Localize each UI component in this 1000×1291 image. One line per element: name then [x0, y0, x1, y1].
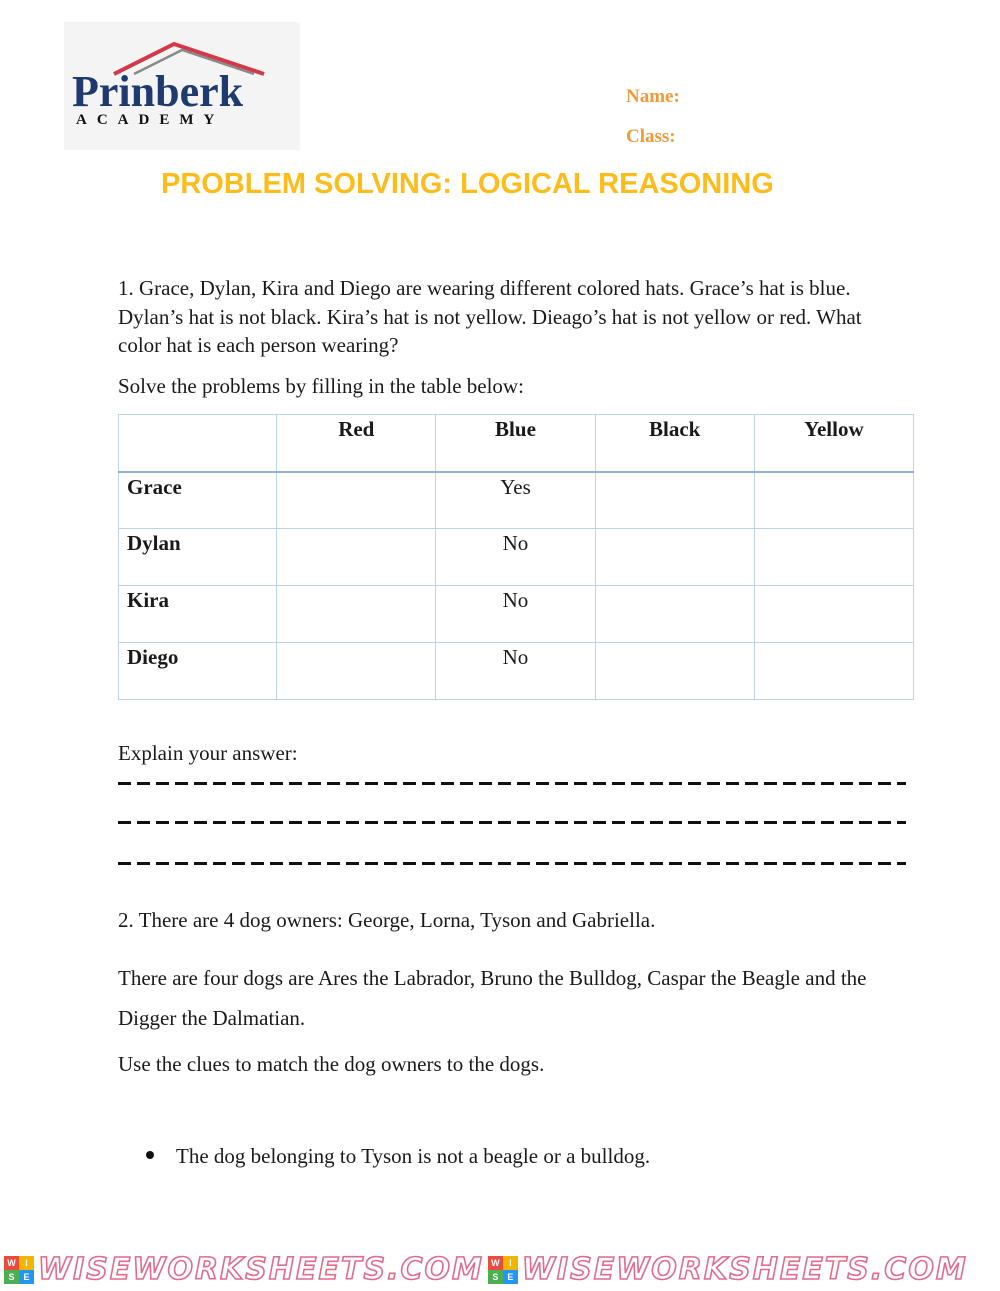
clue-list-item	[146, 1144, 650, 1169]
row-name-grace: Grace	[119, 472, 277, 529]
footer-watermark	[0, 1252, 1000, 1288]
table-row	[119, 472, 914, 529]
answer-line[interactable]	[118, 782, 906, 785]
answer-cell[interactable]: No	[436, 529, 595, 586]
question-2-dogs: There are four dogs are Ares the Labrador, Bruno the Bulldog, Caspar the Beagle and the Digger the Dalmatian.	[118, 966, 867, 1030]
watermark-text: WISEWORKSHEETS.COM	[521, 1252, 968, 1287]
hat-color-table	[118, 414, 914, 700]
watermark-group	[484, 1252, 968, 1288]
question-1-instruction: Solve the problems by filling in the table below:	[118, 374, 524, 398]
answer-line[interactable]	[118, 862, 906, 865]
answer-cell[interactable]	[754, 472, 913, 529]
logo-subtitle-text: ACADEMY	[76, 112, 225, 128]
answer-cell[interactable]: No	[436, 643, 595, 700]
answer-cell[interactable]: No	[436, 586, 595, 643]
answer-cell[interactable]	[754, 643, 913, 700]
question-1-text: 1. Grace, Dylan, Kira and Diego are wearing different colored hats. Grace’s hat is blue. Dylan’s hat is not black. Kira’s hat is not yellow. Dieago’s hat is not yellow or red. What color hat is each person wearing?	[118, 276, 862, 357]
class-label: Class:	[626, 126, 676, 147]
watermark-group	[0, 1252, 484, 1288]
question-2-instruction: Use the clues to match the dog owners to the dogs.	[118, 1052, 545, 1076]
bullet-icon	[146, 1151, 154, 1159]
watermark-text: WISEWORKSHEETS.COM	[38, 1252, 484, 1287]
academy-logo	[64, 22, 300, 150]
wise-badge-icon: W I S E	[488, 1256, 518, 1284]
wise-badge-icon: W I S E	[4, 1256, 34, 1284]
answer-cell[interactable]	[277, 643, 436, 700]
row-name-kira: Kira	[119, 586, 277, 643]
column-header-black: Black	[595, 415, 754, 472]
answer-cell[interactable]	[595, 586, 754, 643]
table-row	[119, 643, 914, 700]
answer-cell[interactable]	[595, 643, 754, 700]
worksheet-title: PROBLEM SOLVING: LOGICAL REASONING	[161, 168, 774, 200]
column-header-yellow: Yellow	[754, 415, 913, 472]
clue-text: The dog belonging to Tyson is not a beagle or a bulldog.	[176, 1144, 651, 1168]
answer-cell[interactable]	[277, 586, 436, 643]
answer-cell[interactable]	[595, 472, 754, 529]
column-header	[119, 415, 277, 472]
column-header-red: Red	[277, 415, 436, 472]
name-label: Name:	[626, 86, 680, 107]
answer-cell[interactable]: Yes	[436, 472, 595, 529]
column-header-blue: Blue	[436, 415, 595, 472]
answer-cell[interactable]	[277, 472, 436, 529]
row-name-dylan: Dylan	[119, 529, 277, 586]
question-2-intro: 2. There are 4 dog owners: George, Lorna, Tyson and Gabriella.	[118, 908, 656, 932]
table-header-row	[119, 415, 914, 472]
answer-line[interactable]	[118, 821, 906, 824]
table-row	[119, 529, 914, 586]
answer-cell[interactable]	[754, 529, 913, 586]
table-row	[119, 586, 914, 643]
answer-cell[interactable]	[277, 529, 436, 586]
answer-cell[interactable]	[595, 529, 754, 586]
row-name-diego: Diego	[119, 643, 277, 700]
logo-brand-text: Prinberk	[72, 67, 244, 116]
answer-cell[interactable]	[754, 586, 913, 643]
explain-answer-label: Explain your answer:	[118, 741, 298, 765]
